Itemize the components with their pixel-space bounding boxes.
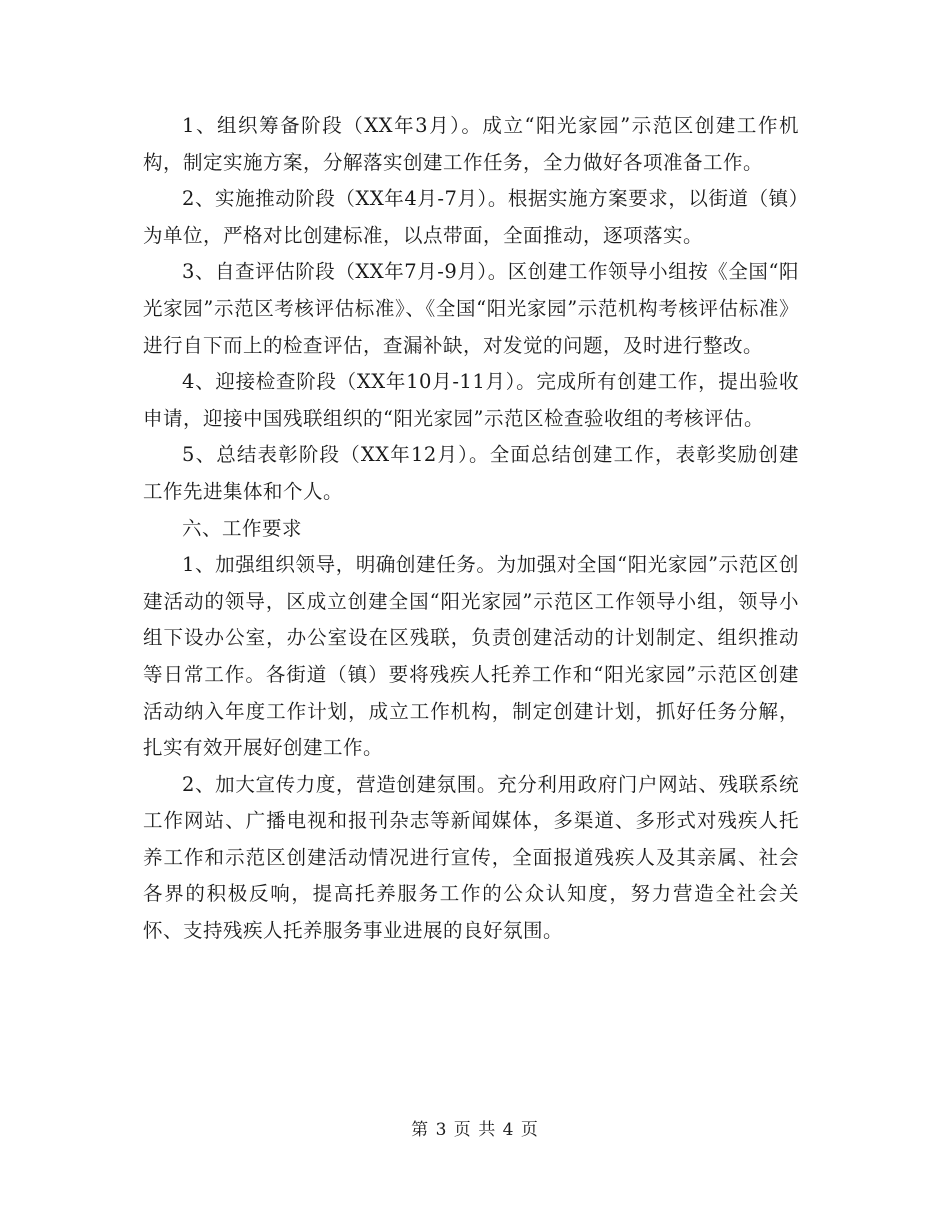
paragraph-stage-1: 1、组织筹备阶段（XX年3月）。成立“阳光家园”示范区创建工作机构，制定实施方案，分解落实创建工作任务，全力做好各项准备工作。 — [143, 114, 799, 174]
paragraph-stage-4: 4、迎接检查阶段（XX年10月-11月）。完成所有创建工作，提出验收申请，迎接中国残联组织的“阳光家园”示范区检查验收组的考核评估。 — [143, 370, 799, 430]
paragraph-requirement-1: 1、加强组织领导，明确创建任务。为加强对全国“阳光家园”示范区创建活动的领导，区成立创建全国“阳光家园”示范区工作领导小组，领导小组下设办公室，办公室设在区残联，负责创建活动的计划制定、组织推动等日常工作。各街道（镇）要将残疾人托养工作和“阳光家园”示范区创建活动纳入年度工作计划，成立工作机构，制定创建计划，抓好任务分解，扎实有效开展好创建工作。 — [143, 553, 799, 760]
paragraph-stage-3: 3、自查评估阶段（XX年7月-9月）。区创建工作领导小组按《全国“阳光家园”示范区考核评估标准》、《全国“阳光家园”示范机构考核评估标准》进行自下而上的检查评估，查漏补缺，对发觉的问题，及时进行整改。 — [143, 260, 799, 357]
page-number-footer: 第 3 页 共 4 页 — [411, 1120, 539, 1140]
paragraph-stage-5: 5、总结表彰阶段（XX年12月）。全面总结创建工作，表彰奖励创建工作先进集体和个人。 — [143, 443, 799, 503]
document-body — [143, 108, 799, 950]
paragraph-requirement-2: 2、加大宣传力度，营造创建氛围。充分利用政府门户网站、残联系统工作网站、广播电视和报刊杂志等新闻媒体，多渠道、多形式对残疾人托养工作和示范区创建活动情况进行宣传，全面报道残疾人及其亲属、社会各界的积极反响，提高托养服务工作的公众认知度，努力营造全社会关怀、支持残疾人托养服务事业进展的良好氛围。 — [143, 772, 799, 943]
section-heading-work-requirements: 六、工作要求 — [182, 516, 303, 540]
paragraph-stage-2: 2、实施推动阶段（XX年4月-7月）。根据实施方案要求，以街道（镇）为单位，严格对比创建标准，以点带面，全面推动，逐项落实。 — [143, 187, 799, 247]
